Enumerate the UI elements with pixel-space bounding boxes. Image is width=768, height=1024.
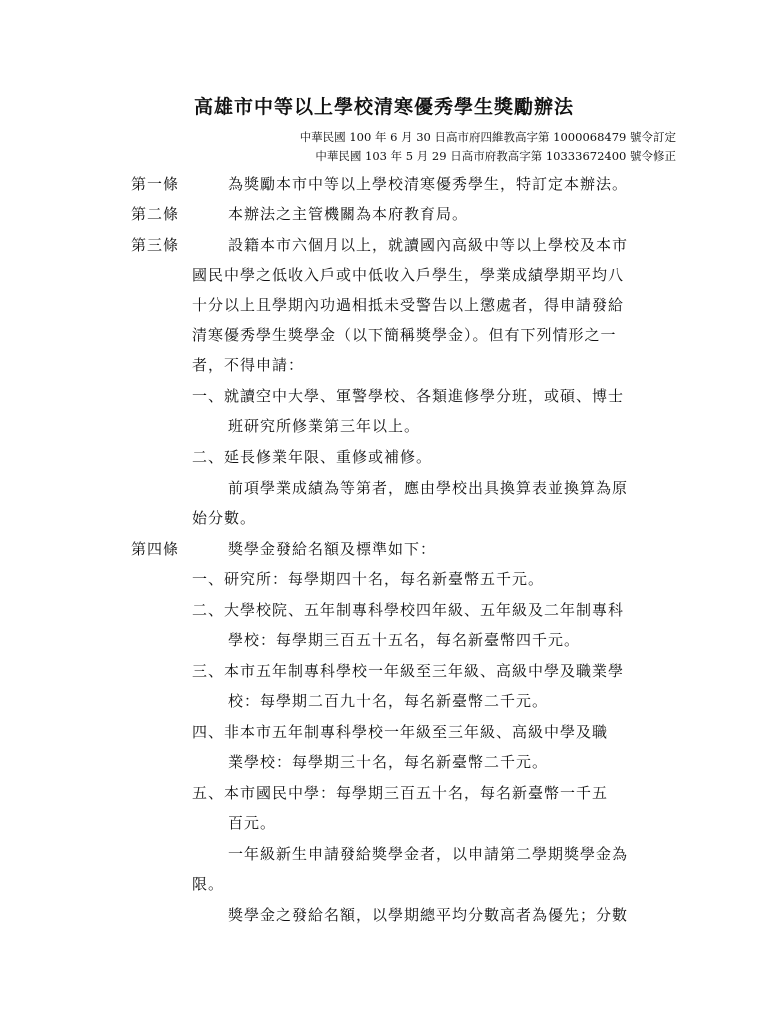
enactment-note: 中華民國 100 年 6 月 30 日高市府四維教高字第 1000068479 號令訂定: [299, 130, 676, 144]
article-3-line: 設籍本市六個月以上，就讀國內高級中等以上學校及本市: [228, 236, 629, 254]
article-3-item-1: 一、就讀空中大學、軍警學校、各類進修學分班，或碩、博士: [192, 387, 625, 405]
article-3-line: 者，不得申請：: [192, 356, 305, 374]
article-3-line: 清寒優秀學生獎學金（以下簡稱獎學金）。但有下列情形之一: [192, 326, 617, 344]
article-4-paragraph-3: 獎學金之發給名額，以學期總平均分數高者為優先；分數: [228, 906, 629, 924]
article-3-paragraph-2-cont: 始分數。: [192, 509, 257, 527]
article-3-label: 第三條: [131, 236, 180, 254]
article-3-item-2: 二、延長修業年限、重修或補修。: [192, 448, 433, 466]
article-4-paragraph-2: 一年級新生申請發給獎學金者，以申請第二學期獎學金為: [228, 845, 629, 863]
article-2-label: 第二條: [131, 205, 180, 223]
article-4-item-5: 五、本市國民中學：每學期三百五十名，每名新臺幣一千五: [192, 784, 609, 802]
article-4-item-3-cont: 校：每學期二百九十名，每名新臺幣二千元。: [228, 692, 549, 710]
article-4-item-5-cont: 百元。: [228, 814, 277, 832]
article-4-intro: 獎學金發給名額及標準如下：: [228, 540, 437, 558]
article-3-item-1-cont: 班研究所修業第三年以上。: [228, 417, 421, 435]
article-3-line: 國民中學之低收入戶或中低收入戶學生，學業成績學期平均八: [192, 266, 625, 284]
amendment-note: 中華民國 103 年 5 月 29 日高市府教高字第 10333672400 號令修正: [315, 149, 676, 163]
article-4-item-2: 二、大學校院、五年制專科學校四年級、五年級及二年制專科: [192, 601, 625, 619]
article-4-item-4: 四、非本市五年制專科學校一年級至三年級、高級中學及職: [192, 723, 609, 741]
article-4-item-2-cont: 學校：每學期三百五十五名，每名新臺幣四千元。: [228, 631, 581, 649]
article-4-label: 第四條: [131, 540, 180, 558]
article-3-line: 十分以上且學期內功過相抵未受警告以上懲處者，得申請發給: [192, 296, 625, 314]
article-4-item-4-cont: 業學校：每學期三十名，每名新臺幣二千元。: [228, 753, 549, 771]
article-3-paragraph-2: 前項學業成績為等第者，應由學校出具換算表並換算為原: [228, 479, 629, 497]
article-4-paragraph-2-cont: 限。: [192, 875, 225, 893]
article-1-text: 為獎勵本市中等以上學校清寒優秀學生，特訂定本辦法。: [228, 175, 629, 193]
document-title: 高雄市中等以上學校清寒優秀學生獎勵辦法: [193, 96, 574, 118]
article-1-label: 第一條: [131, 175, 180, 193]
article-4-item-1: 一、研究所：每學期四十名，每名新臺幣五千元。: [192, 570, 545, 588]
article-2-text: 本辦法之主管機關為本府教育局。: [228, 205, 469, 223]
article-4-item-3: 三、本市五年制專科學校一年級至三年級、高級中學及職業學: [192, 662, 625, 680]
